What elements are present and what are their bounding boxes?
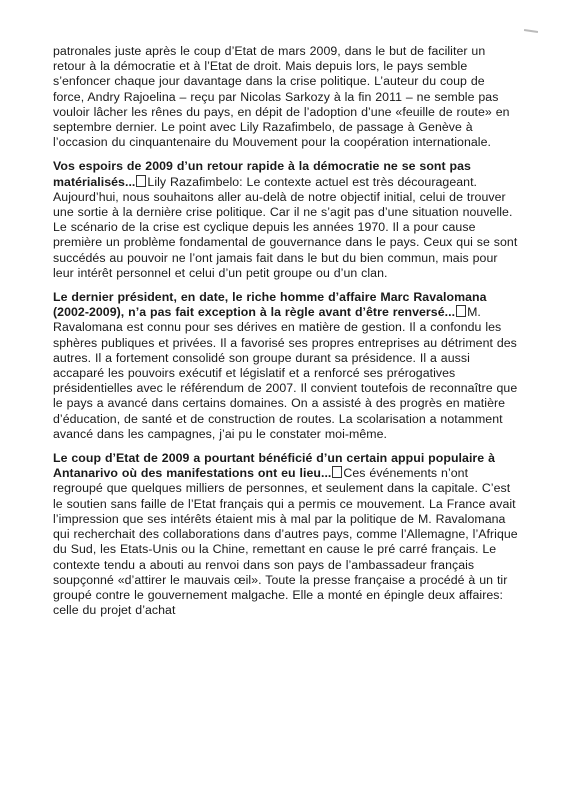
missing-glyph-icon <box>456 305 466 317</box>
document-page <box>53 44 519 627</box>
question-text: Le dernier président, en date, le riche homme d’affaire Marc Ravalomana (2002-2009), n’a pas fait exception à la règle avant d’être renversé... <box>53 290 487 320</box>
qa-paragraph-2 <box>53 290 519 442</box>
paragraph-body: patronales juste après le coup d’Etat de mars 2009, dans le but de faciliter un retour à la démocratie et à l’Etat de droit. Mais depuis lors, le pays semble s’enfoncer chaque jour davantage dans la crise politique. L’auteur du coup de force, Andry Rajoelina – reçu par Nicolas Sarkozy à la fin 2011 – ne semble pas vouloir lâcher les rênes du pays, en dépit de l’adoption d’une «feuille de route» en septembre dernier. Le point avec Lily Razafimbelo, de passage à Genève à l’occasion du cinquantenaire du Mouvement pour la coopération internationale. <box>53 44 510 150</box>
qa-paragraph-1 <box>53 159 519 281</box>
question-text: Vos espoirs de 2009 d’un retour rapide à la démocratie ne se sont pas matérialisés... <box>53 159 471 189</box>
answer-text: Lily Razafimbelo: Le contexte actuel est très décourageant. Aujourd’hui, nous souhaitons aller au-delà de notre objectif initial, celui de trouver une sortie à la dernière crise politique. Car il ne s’agit pas d’une situation nouvelle. Le scénario de la crise est cyclique depuis les années 1970. Il a pour cause première un problème fondamental de gouvernance dans le pays. Ceux qui se sont succédés au pouvoir ne l’ont jamais fait dans le but du bien commun, mais pour leur intérêt personnel et celui d’un petit groupe ou d’un clan. <box>53 174 518 280</box>
paragraph-intro-text <box>53 44 519 150</box>
missing-glyph-icon <box>332 466 342 478</box>
answer-text: Ces événements n’ont regroupé que quelques milliers de personnes, et seulement dans la capitale. C’est le soutien sans faille de l’Etat français qui a permis ce mouvement. La France avait l’impression que ses intérêts étaient mis à mal par la politique de M. Ravalomana qui recherchait des collaborations dans d’autres pays, comme l’Allemagne, l’Afrique du Sud, les Etats-Unis ou la Chine, remettant en cause le pré carré français. Le contexte tendu a abouti au renvoi dans son pays de l’ambassadeur français soupçonné «d’attirer le mauvais œil». Toute la presse française a procédé à un tir groupé contre le gouvernement malgache. Elle a monté en épingle deux affaires: celle du projet d’achat <box>53 466 518 618</box>
answer-text: M. Ravalomana est connu pour ses dérives en matière de gestion. Il a confondu les sphères publiques et privées. Il a favorisé ses propres entreprises au détriment des autres. Il a fortement consolidé son groupe durant sa présidence. Il a aussi accaparé les pouvoirs exécutif et législatif et a renforcé ses prérogatives présidentielles avec le référendum de 2007. Il convient toutefois de reconnaître que le pays a avancé dans certains domaines. On a assisté à des progrès en matière d’éducation, de santé et de construction de routes. La scolarisation a notamment avancé dans les campagnes, j’ai pu le constater moi-même. <box>53 305 518 441</box>
qa-paragraph-3 <box>53 451 519 618</box>
question-text: Le coup d’Etat de 2009 a pourtant bénéficié d’un certain appui populaire à Antanarivo où des manifestations ont eu lieu... <box>53 451 495 481</box>
missing-glyph-icon <box>136 175 146 187</box>
scan-mark <box>524 29 538 33</box>
